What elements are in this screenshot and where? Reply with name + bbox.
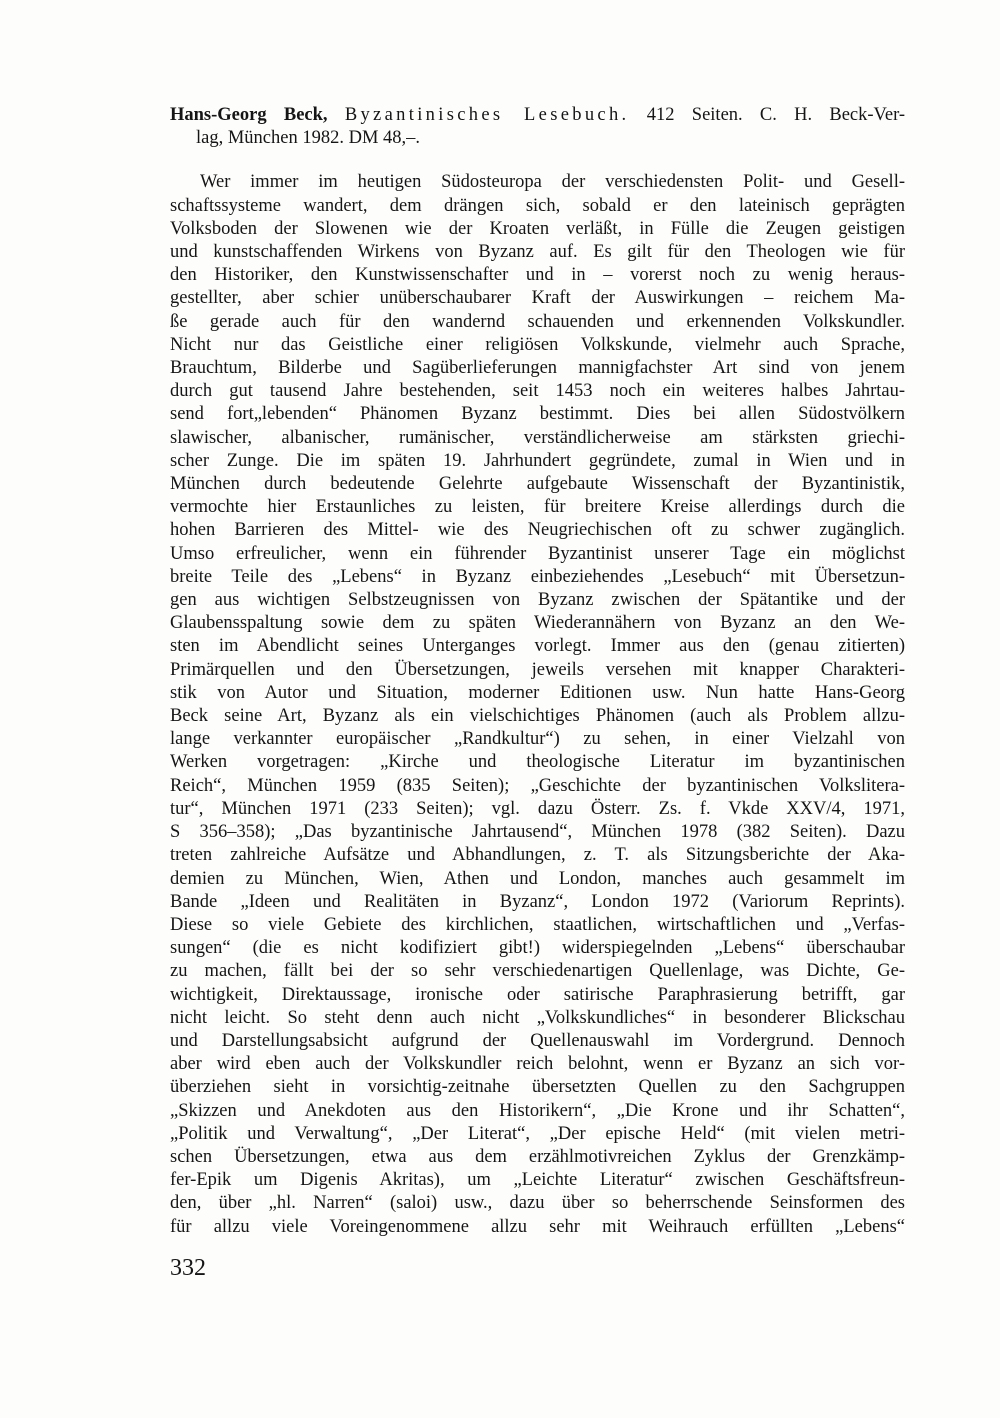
text-line: slawischer, albanischer, rumänischer, verständlicherweise am stärksten griechi-	[170, 427, 905, 448]
text-line: sten im Abendlicht seines Unterganges vorlegt. Immer aus den (genau zitierten)	[170, 636, 905, 657]
text-line: München durch bedeutende Gelehrte aufgebaute Wissenschaft der Byzantinistik,	[170, 474, 905, 495]
text-line: Reich“, München 1959 (835 Seiten); „Geschichte der byzantinischen Volkslitera-	[170, 775, 905, 796]
text-line: Brauchtum, Bilderbe und Sagüberlieferungen mannigfachster Art sind von jenem	[170, 358, 905, 379]
text-line: für allzu viele Voreingenommene allzu sehr mit Weihrauch erfüllten „Lebens“	[170, 1216, 905, 1237]
text-line: scher Zunge. Die im späten 19. Jahrhundert gegründete, zumal in Wien und in	[170, 450, 905, 471]
text-line: Nicht nur das Geistliche einer religiösen Volkskunde, vielmehr auch Sprache,	[170, 334, 905, 355]
book-citation	[170, 104, 905, 150]
text-line: und Darstellungsabsicht aufgrund der Quellenauswahl im Vordergrund. Dennoch	[170, 1030, 905, 1051]
text-line: nicht leicht. So steht denn auch nicht „Volkskundliches“ in besonderer Blickschau	[170, 1007, 905, 1028]
text-line: sungen“ (die es nicht kodifiziert gibt!) widerspiegelnden „Lebens“ überschaubar	[170, 938, 905, 959]
text-line: S 356–358); „Das byzantinische Jahrtausend“, München 1978 (382 Seiten). Dazu	[170, 822, 905, 843]
text-line: stik von Autor und Situation, moderner Editionen usw. Nun hatte Hans-Georg	[170, 682, 905, 703]
text-line: überziehen sieht in vorsichtig-zeitnahe übersetzten Quellen zu den Sachgruppen	[170, 1077, 905, 1098]
page-number: 332	[170, 1254, 206, 1281]
text-line: ße gerade auch für den wandernd schauenden und erkennenden Volkskundler.	[170, 311, 905, 332]
text-line: „Skizzen und Anekdoten aus den Historikern“, „Die Krone und ihr Schatten“,	[170, 1100, 905, 1121]
text-line: den Historiker, den Kunstwissenschafter und in – vorerst noch zu wenig heraus-	[170, 265, 905, 286]
citation-details: 412 Seiten. C. H. Beck-Ver-	[646, 105, 906, 125]
text-line: demien zu München, Wien, Athen und London, manches auch gesammelt im	[170, 868, 905, 889]
text-line: breite Teile des „Lebens“ in Byzanz einbeziehendes „Lesebuch“ mit Übersetzun-	[170, 566, 905, 587]
text-line: Glaubensspaltung sowie dem zu späten Wiederannähern von Byzanz an den We-	[170, 613, 905, 634]
text-line: Volksboden der Slowenen wie der Kroaten verläßt, in Fülle die Zeugen geistigen	[170, 218, 905, 239]
text-line: schen Übersetzungen, etwa aus dem erzählmotivreichen Zyklus der Grenzkämp-	[170, 1146, 905, 1167]
text-line: gestellter, aber schier unüberschaubarer Kraft der Auswirkungen – reichem Ma-	[170, 288, 905, 309]
citation-author: Hans-Georg Beck,	[170, 105, 328, 125]
text-line: Diese so viele Gebiete des kirchlichen, staatlichen, wirtschaftlichen und „Verfas-	[170, 914, 905, 935]
text-line: aber wird eben auch der Volkskundler reich belohnt, wenn er Byzanz an sich vor-	[170, 1054, 905, 1075]
text-line: lange verkannter europäischer „Randkultur“) zu sehen, in einer Vielzahl von	[170, 729, 905, 750]
citation-line-2: lag, München 1982. DM 48,–.	[196, 128, 421, 149]
text-line: schaftssysteme wandert, dem drängen sich, sobald er den lateinisch geprägten	[170, 195, 905, 216]
text-line: Bande „Ideen und Realitäten in Byzanz“, London 1972 (Variorum Reprints).	[170, 891, 905, 912]
text-line: Beck seine Art, Byzanz als ein vielschichtiges Phänomen (auch als Problem allzu-	[170, 706, 905, 727]
review-body	[170, 171, 905, 1238]
text-line: hohen Barrieren des Mittel- wie des Neugriechischen oft zu schwer zugänglich.	[170, 520, 905, 541]
text-line: vermochte hier Erstaunliches zu leisten, für breitere Kreise allerdings durch die	[170, 497, 905, 518]
citation-title: Byzantinisches Lesebuch.	[344, 105, 630, 125]
text-line: zu machen, fällt bei der so sehr verschiedenartigen Quellenlage, was Dichte, Ge-	[170, 961, 905, 982]
text-line: den, über „hl. Narren“ (saloi) usw., dazu über so beherrschende Seinsformen des	[170, 1193, 905, 1214]
text-line: tur“, München 1971 (233 Seiten); vgl. dazu Österr. Zs. f. Vkde XXV/4, 1971,	[170, 798, 905, 819]
citation-line-1	[170, 104, 905, 127]
text-line: send fort„lebenden“ Phänomen Byzanz bestimmt. Dies bei allen Südostvölkern	[170, 404, 905, 425]
text-line: Werken vorgetragen: „Kirche und theologische Literatur im byzantinischen	[170, 752, 905, 773]
text-line: Wer immer im heutigen Südosteuropa der verschiedensten Polit- und Gesell-	[200, 172, 905, 193]
text-line: treten zahlreiche Aufsätze und Abhandlungen, z. T. als Sitzungsberichte der Aka-	[170, 845, 905, 866]
text-line: und kunstschaffenden Wirkens von Byzanz auf. Es gilt für den Theologen wie für	[170, 242, 905, 263]
text-line: gen aus wichtigen Selbstzeugnissen von Byzanz zwischen der Spätantike und der	[170, 590, 905, 611]
text-line: fer-Epik um Digenis Akritas), um „Leichte Literatur“ zwischen Geschäftsfreun-	[170, 1170, 905, 1191]
text-line: Primärquellen und den Übersetzungen, jeweils versehen mit knapper Charakteri-	[170, 659, 905, 680]
text-line: wichtigkeit, Direktaussage, ironische oder satirische Paraphrasierung betrifft, gar	[170, 984, 905, 1005]
text-line: durch gut tausend Jahre bestehenden, seit 1453 noch ein weiteres halbes Jahrtau-	[170, 381, 905, 402]
text-line: „Politik und Verwaltung“, „Der Literat“, „Der epische Held“ (mit vielen metri-	[170, 1123, 905, 1144]
text-line: Umso erfreulicher, wenn ein führender Byzantinist unserer Tage ein möglichst	[170, 543, 905, 564]
